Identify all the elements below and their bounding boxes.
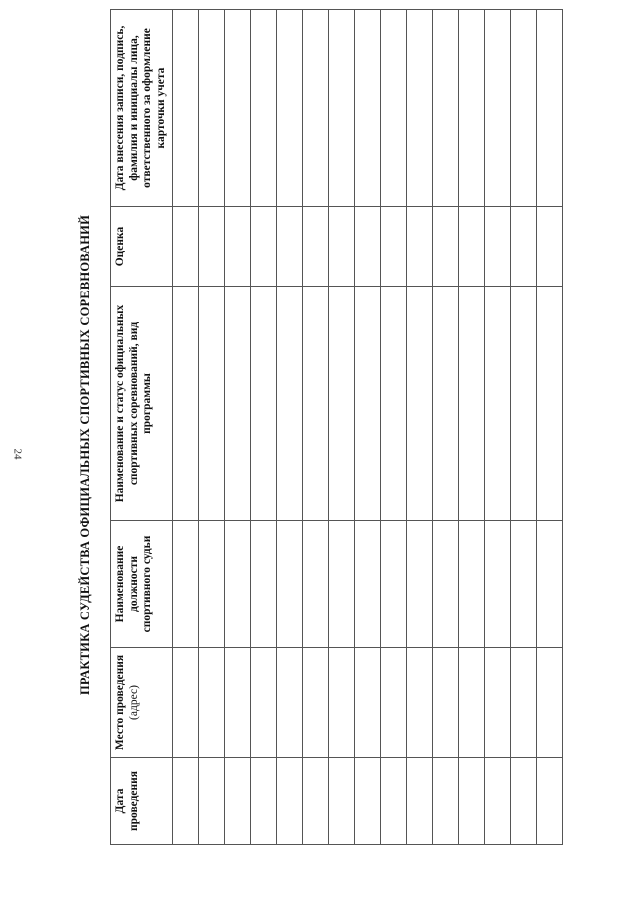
table-cell [511,758,537,845]
table-cell [381,758,407,845]
column-header-judge-position [111,521,173,648]
table-cell [303,758,329,845]
table-cell [485,758,511,845]
table-cell [329,10,355,207]
table-cell [459,207,485,287]
table-cell [433,10,459,207]
table-header-row [111,10,173,845]
table-cell [407,287,433,521]
column-header-label: Дата проведения [114,770,140,832]
table-cell [329,758,355,845]
table-cell [537,287,563,521]
column-header-label: Дата внесения записи, подпись, фамилия и инициалы лица, ответственного за оформление карточки учета [114,25,167,191]
table-cell [303,10,329,207]
column-header-note: (адрес) [127,685,140,720]
table-cell [355,287,381,521]
table-row [433,10,459,845]
table-cell [277,758,303,845]
table-cell [173,207,199,287]
table-cell [459,758,485,845]
table-cell [355,758,381,845]
table-cell [381,10,407,207]
column-header-grade [111,207,173,287]
table-cell [485,10,511,207]
table-cell [251,758,277,845]
table-cell [251,207,277,287]
table-row [537,10,563,845]
table-cell [355,521,381,648]
judging-practice-table [110,9,563,845]
table-cell [355,10,381,207]
table-cell [225,207,251,287]
table-cell [485,521,511,648]
table-cell [485,287,511,521]
table-cell [199,648,225,758]
table-cell [381,287,407,521]
table-cell [173,10,199,207]
table-cell [329,207,355,287]
table-cell [251,521,277,648]
table-cell [459,10,485,207]
table-cell [329,521,355,648]
table-cell [277,10,303,207]
table-cell [225,521,251,648]
column-header-label: Место проведения [114,654,126,751]
table-row [277,10,303,845]
page-title: ПРАКТИКА СУДЕЙСТВА ОФИЦИАЛЬНЫХ СПОРТИВНЫХ СОРЕВНОВАНИЙ [78,214,92,696]
table-cell [199,287,225,521]
table-cell [277,287,303,521]
column-header-label: Оценка [114,226,126,267]
table-row [485,10,511,845]
table-cell [459,648,485,758]
table-cell [199,758,225,845]
table-cell [537,521,563,648]
table-row [511,10,537,845]
table-row [355,10,381,845]
table-cell [225,758,251,845]
table-cell [303,648,329,758]
table-cell [433,287,459,521]
table-cell [329,648,355,758]
table-cell [407,10,433,207]
column-header-label: Наименование должности спортивного судьи [114,535,154,633]
table-cell [433,758,459,845]
table-cell [199,521,225,648]
table-cell [303,521,329,648]
table-cell [199,10,225,207]
table-cell [355,648,381,758]
table-cell [433,207,459,287]
table-cell [225,648,251,758]
table-cell [485,648,511,758]
table-cell [329,287,355,521]
column-header-place [111,648,173,758]
table-cell [355,207,381,287]
table-cell [537,648,563,758]
table-cell [407,521,433,648]
table-cell [303,287,329,521]
column-header-record-signature [111,10,173,207]
table-cell [407,648,433,758]
table-cell [433,521,459,648]
column-header-label: Наименование и статус официальных спортивных соревнований, вид программы [114,304,154,503]
table-row [251,10,277,845]
table-cell [381,521,407,648]
table-cell [433,648,459,758]
table-cell [277,521,303,648]
table-cell [485,207,511,287]
table-cell [537,758,563,845]
table-row [303,10,329,845]
table-cell [173,521,199,648]
table-cell [173,648,199,758]
table-cell [537,10,563,207]
table-row [199,10,225,845]
table-cell [459,287,485,521]
table-cell [251,10,277,207]
table-cell [381,648,407,758]
table-cell [381,207,407,287]
table-row [173,10,199,845]
table-row [225,10,251,845]
table-cell [277,207,303,287]
table-row [459,10,485,845]
table-cell [199,207,225,287]
page-number: 24 [11,448,24,460]
column-header-competition [111,287,173,521]
table-cell [225,10,251,207]
table-cell [511,648,537,758]
table-cell [537,207,563,287]
table-cell [225,287,251,521]
table-cell [303,207,329,287]
table-row [407,10,433,845]
table-cell [407,758,433,845]
table-cell [459,521,485,648]
column-header-date [111,758,173,845]
table-cell [407,207,433,287]
table-cell [251,648,277,758]
table-cell [173,287,199,521]
table-row [381,10,407,845]
table-cell [277,648,303,758]
table-row [329,10,355,845]
table-cell [251,287,277,521]
table-cell [511,207,537,287]
table-cell [511,287,537,521]
table-cell [173,758,199,845]
table-body [173,10,563,845]
table-cell [511,10,537,207]
table-cell [511,521,537,648]
